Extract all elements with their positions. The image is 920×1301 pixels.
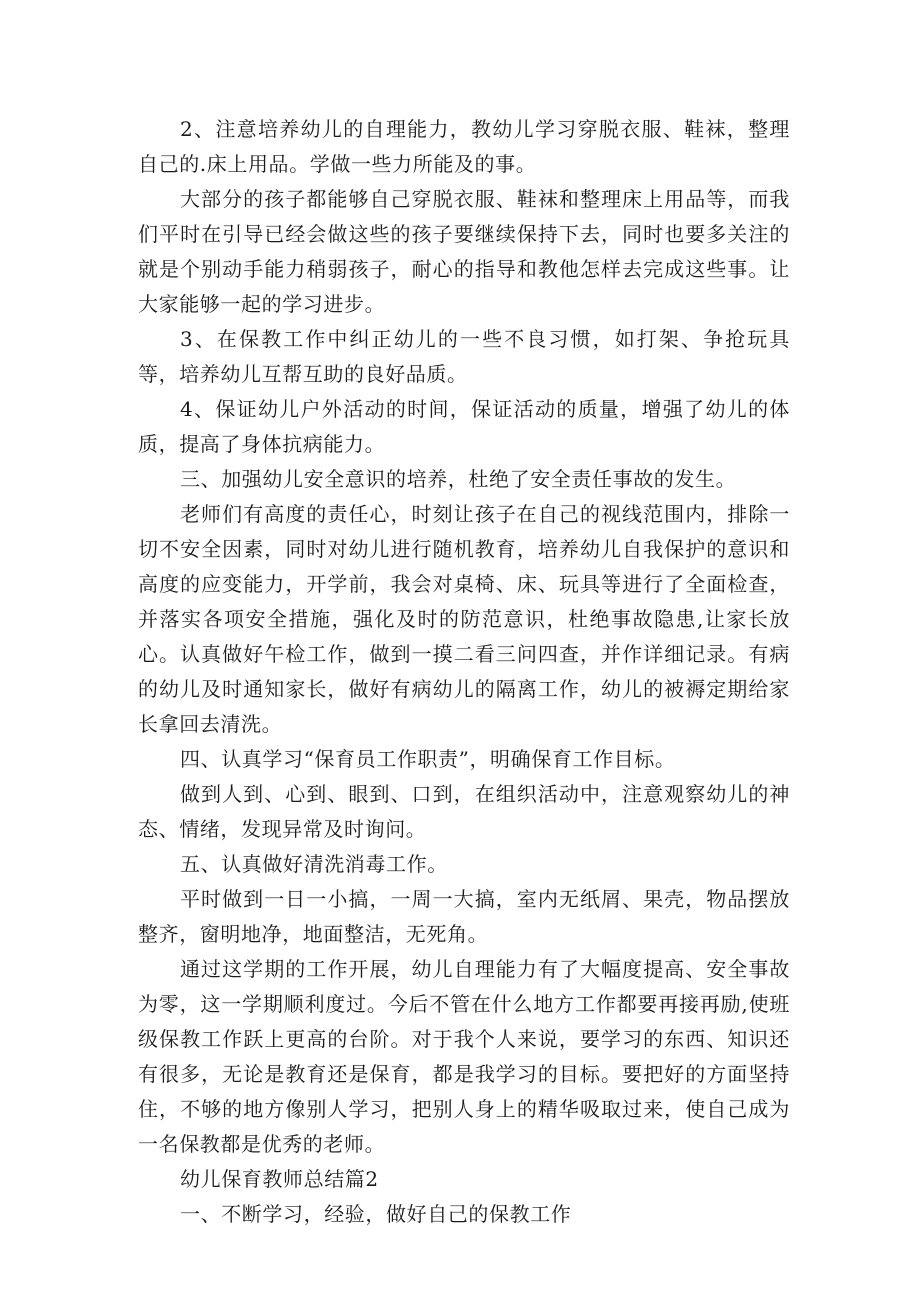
paragraph: 2、注意培养幼儿的自理能力，教幼儿学习穿脱衣服、鞋袜，整理自己的.床上用品。学做一些力所能及的事。 — [138, 117, 790, 176]
paragraph: 做到人到、心到、眼到、口到，在组织活动中，注意观察幼儿的神态、情绪，发现异常及时询问。 — [138, 782, 790, 841]
section-heading: 四、认真学习“保育员工作职责”，明确保育工作目标。 — [180, 747, 676, 771]
paragraph: 4、保证幼儿户外活动的时间，保证活动的质量，增强了幼儿的体质，提高了身体抗病能力。 — [138, 397, 790, 456]
section-heading: 三、加强幼儿安全意识的培养，杜绝了安全责任事故的发生。 — [180, 467, 737, 491]
document-body — [138, 112, 790, 1232]
paragraph: 大部分的孩子都能够自己穿脱衣服、鞋袜和整理床上用品等，而我们平时在引导已经会做这些的孩子要继续保持下去，同时也要多关注的就是个别动手能力稍弱孩子，耐心的指导和教他怎样去完成这些事。让大家能够一起的学习进步。 — [138, 187, 790, 316]
section-heading: 一、不断学习，经验，做好自己的保教工作 — [180, 1202, 572, 1226]
paragraph: 平时做到一日一小搞，一周一大搞，室内无纸屑、果壳，物品摆放整齐，窗明地净，地面整洁，无死角。 — [138, 887, 790, 946]
paragraph: 3、在保教工作中纠正幼儿的一些不良习惯，如打架、争抢玩具等，培养幼儿互帮互助的良好品质。 — [138, 327, 790, 386]
paragraph: 通过这学期的工作开展，幼儿自理能力有了大幅度提高、安全事故为零，这一学期顺利度过。今后不管在什么地方工作都要再接再励,使班级保教工作跃上更高的台阶。对于我个人来说，要学习的东西、知识还有很多，无论是教育还是保育，都是我学习的目标。要把好的方面坚持住，不够的地方像别人学习，把别人身上的精华吸取过来，使自己成为一名保教都是优秀的老师。 — [138, 957, 790, 1156]
section-heading: 五、认真做好清洗消毒工作。 — [180, 852, 448, 876]
paragraph: 老师们有高度的责任心，时刻让孩子在自己的视线范围内，排除一切不安全因素，同时对幼儿进行随机教育，培养幼儿自我保护的意识和高度的应变能力，开学前，我会对桌椅、床、玩具等进行了全面检查，并落实各项安全措施，强化及时的防范意识，杜绝事故隐患,让家长放心。认真做好午检工作，做到一摸二看三问四查，并作详细记录。有病的幼儿及时通知家长，做好有病幼儿的隔离工作，幼儿的被褥定期给家长拿回去清洗。 — [138, 502, 790, 736]
article-title: 幼儿保育教师总结篇2 — [180, 1167, 379, 1191]
